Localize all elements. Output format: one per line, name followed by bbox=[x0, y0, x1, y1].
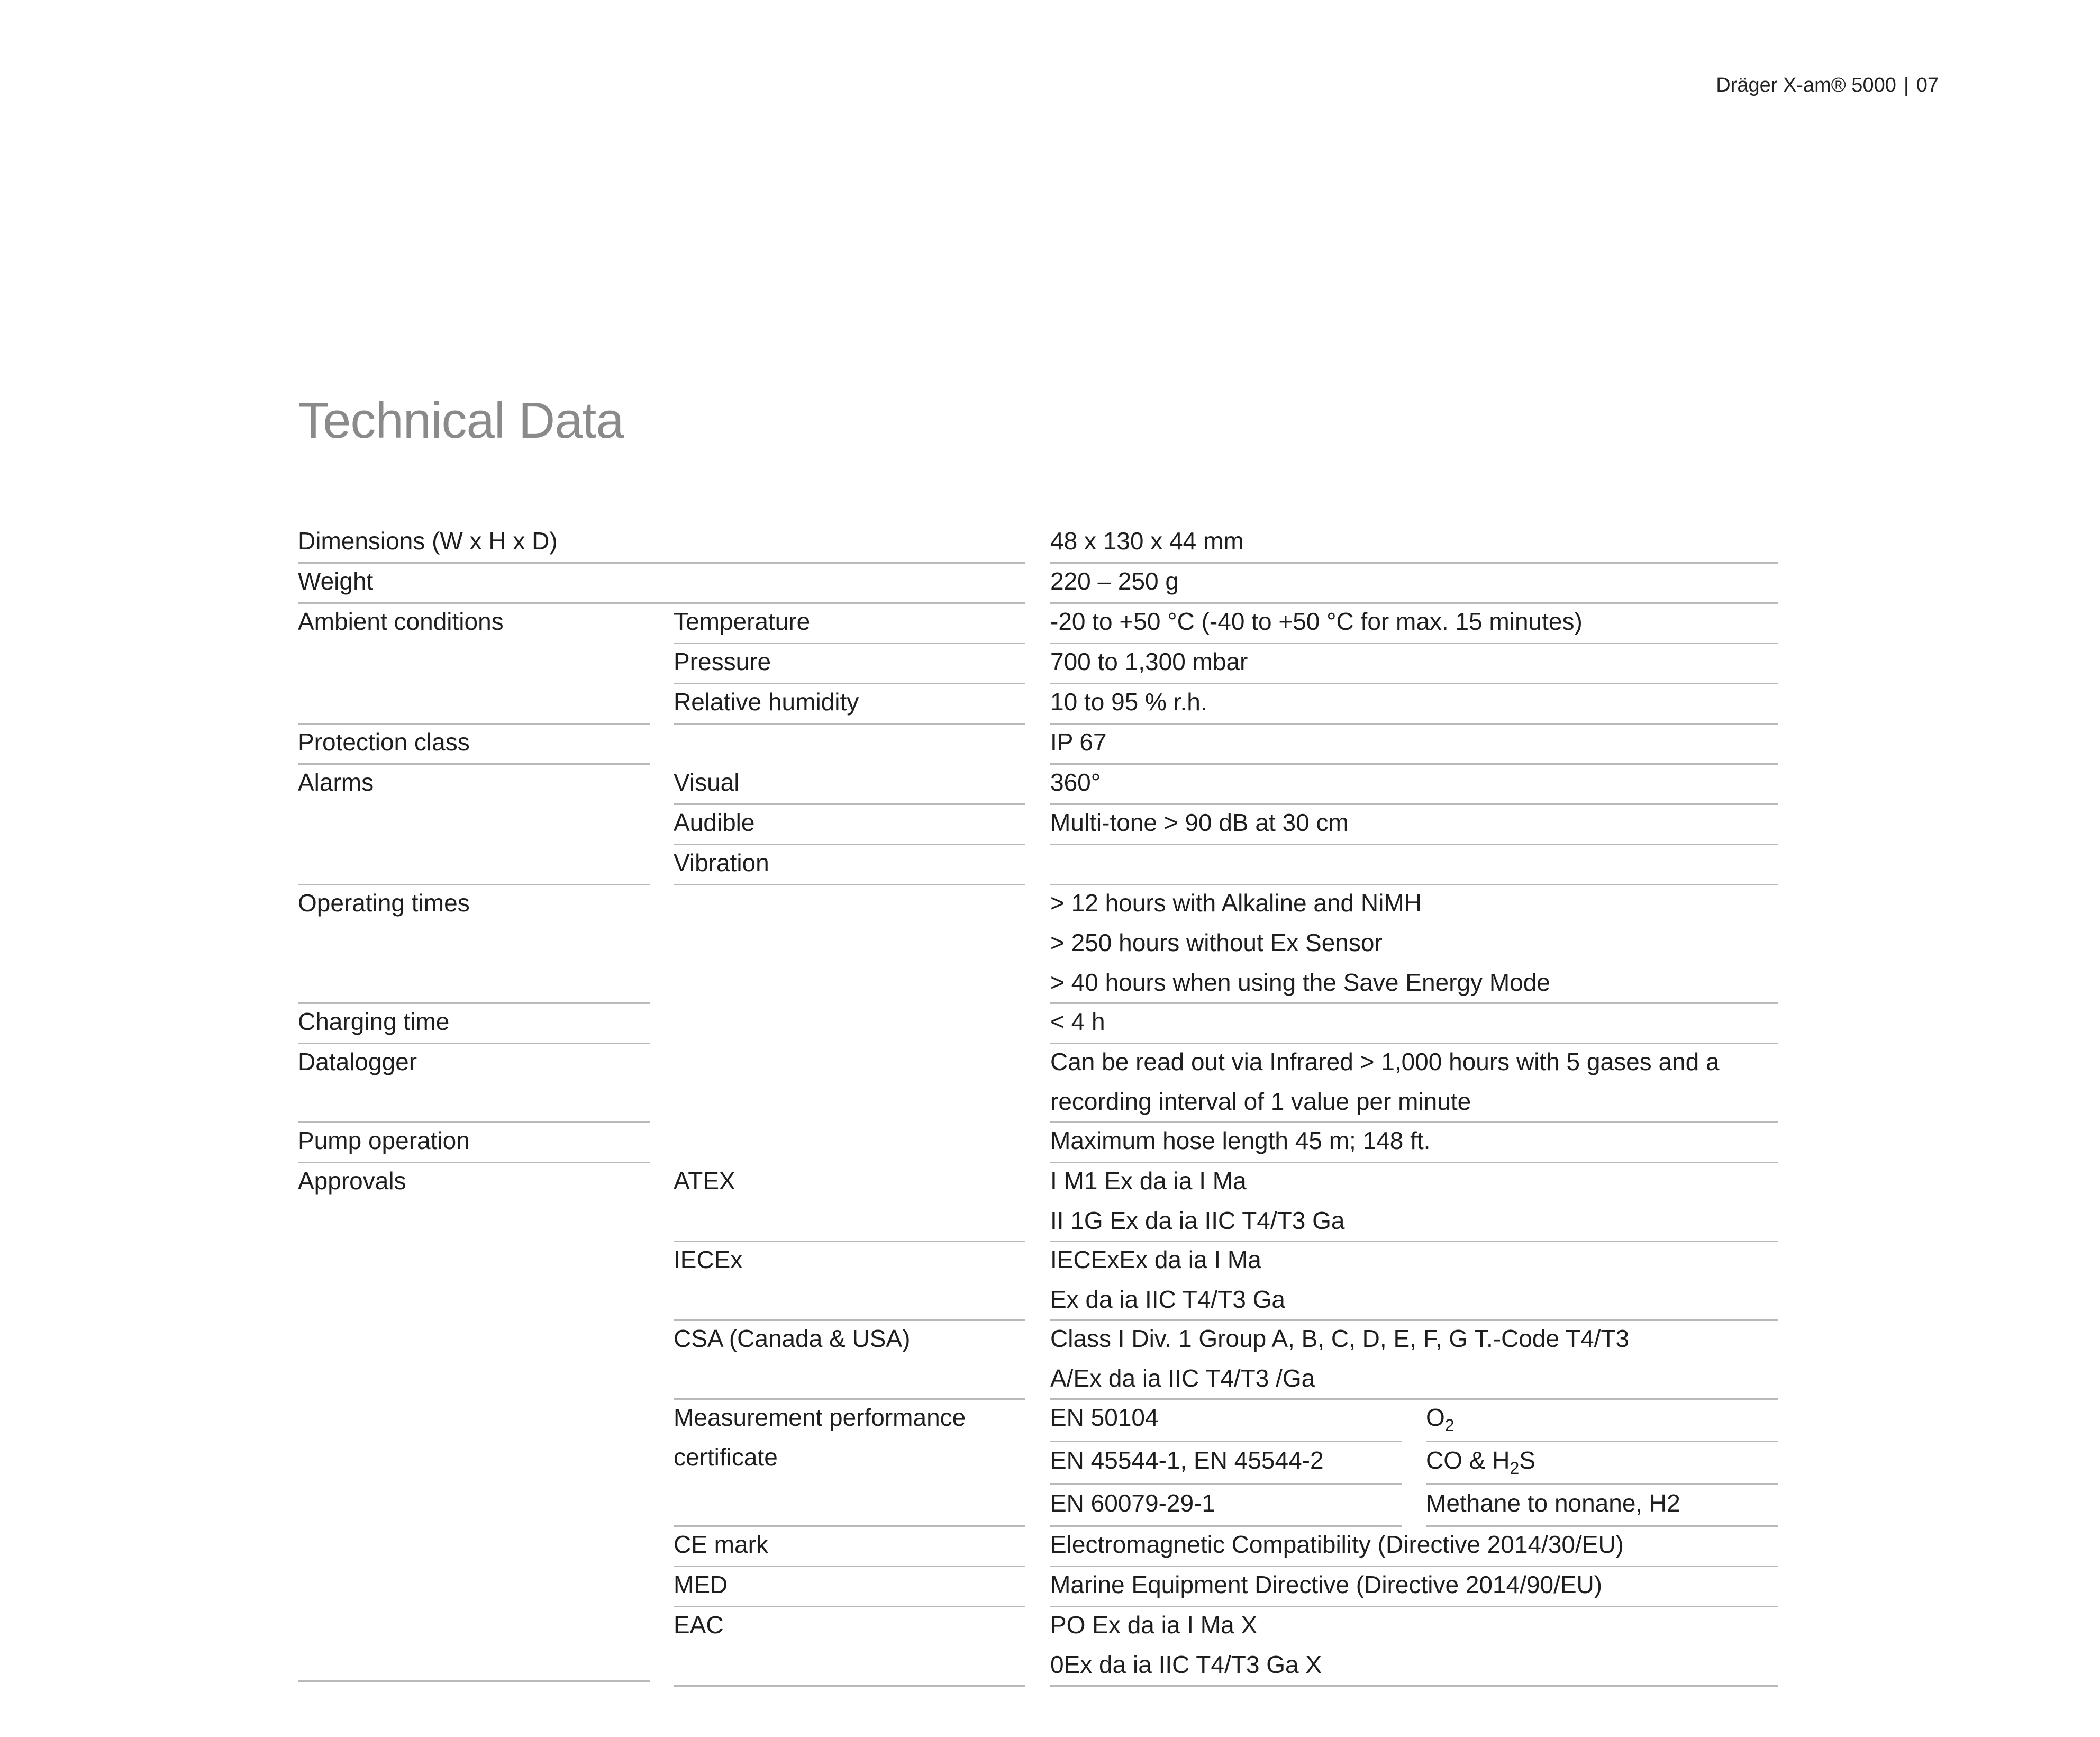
protection-class-value: IP 67 bbox=[1050, 722, 1778, 765]
gas-co-h2s bbox=[1426, 1441, 1778, 1485]
pump-operation-value: Maximum hose length 45 m; 148 ft. bbox=[1050, 1121, 1778, 1163]
atex-line: I M1 Ex da ia I Ma bbox=[1050, 1167, 1247, 1195]
ambient-conditions-label: Ambient conditions bbox=[298, 602, 650, 725]
atex-label: ATEX bbox=[674, 1161, 1025, 1242]
temperature-label: Temperature bbox=[674, 602, 1025, 644]
pressure-label: Pressure bbox=[674, 642, 1025, 684]
operating-time-line: > 250 hours without Ex Sensor bbox=[1050, 929, 1383, 956]
ce-mark-label: CE mark bbox=[674, 1525, 1025, 1567]
charging-time-label: Charging time bbox=[298, 1002, 650, 1044]
dimensions-label: Dimensions (W x H x D) bbox=[298, 521, 1025, 564]
visual-alarm-label: Visual bbox=[674, 763, 1025, 805]
vibration-alarm-value bbox=[1050, 843, 1778, 885]
operating-time-line: > 40 hours when using the Save Energy Mode bbox=[1050, 969, 1550, 996]
csa-line: A/Ex da ia IIC T4/T3 /Ga bbox=[1050, 1364, 1315, 1392]
datalogger-value bbox=[1050, 1042, 1778, 1123]
iecex-line: IECExEx da ia I Ma bbox=[1050, 1246, 1261, 1273]
pressure-value: 700 to 1,300 mbar bbox=[1050, 642, 1778, 684]
weight-value: 220 – 250 g bbox=[1050, 562, 1778, 604]
pump-operation-label: Pump operation bbox=[298, 1121, 650, 1163]
humidity-label: Relative humidity bbox=[674, 682, 1025, 725]
atex-line: II 1G Ex da ia IIC T4/T3 Ga bbox=[1050, 1207, 1345, 1234]
charging-time-value: < 4 h bbox=[1050, 1002, 1778, 1044]
standard-en45544: EN 45544-1, EN 45544-2 bbox=[1050, 1441, 1402, 1485]
temperature-value: -20 to +50 °C (-40 to +50 °C for max. 15 minutes) bbox=[1050, 602, 1778, 644]
operating-times-label: Operating times bbox=[298, 883, 650, 1004]
eac-label: EAC bbox=[674, 1605, 1025, 1687]
med-value: Marine Equipment Directive (Directive 2014/90/EU) bbox=[1050, 1565, 1778, 1607]
gas-text-tail: S bbox=[1519, 1446, 1535, 1474]
gas-methane-nonane bbox=[1426, 1483, 1778, 1527]
iecex-line: Ex da ia IIC T4/T3 Ga bbox=[1050, 1286, 1286, 1313]
datalogger-label: Datalogger bbox=[298, 1042, 650, 1123]
eac-line: 0Ex da ia IIC T4/T3 Ga X bbox=[1050, 1651, 1322, 1678]
datalogger-line: Can be read out via Infrared > 1,000 hours with 5 gases and a bbox=[1050, 1048, 1720, 1075]
humidity-value: 10 to 95 % r.h. bbox=[1050, 682, 1778, 725]
page-header bbox=[1716, 74, 1939, 97]
gas-text: Methane to nonane, H2 bbox=[1426, 1489, 1680, 1517]
protection-class-label: Protection class bbox=[298, 722, 650, 765]
atex-value bbox=[1050, 1161, 1778, 1242]
operating-times-value bbox=[1050, 883, 1778, 1004]
gas-o2 bbox=[1426, 1398, 1778, 1442]
header-separator: | bbox=[1903, 74, 1909, 96]
gas-text: O bbox=[1426, 1404, 1445, 1431]
gas-text: CO & H bbox=[1426, 1446, 1510, 1474]
iecex-value bbox=[1050, 1240, 1778, 1321]
med-label: MED bbox=[674, 1565, 1025, 1607]
measurement-performance-label bbox=[674, 1398, 1025, 1527]
vibration-alarm-label: Vibration bbox=[674, 843, 1025, 885]
csa-value bbox=[1050, 1319, 1778, 1400]
approvals-label: Approvals bbox=[298, 1161, 650, 1682]
alarms-label: Alarms bbox=[298, 763, 650, 885]
standard-en50104: EN 50104 bbox=[1050, 1398, 1402, 1442]
standard-en60079: EN 60079-29-1 bbox=[1050, 1483, 1402, 1527]
csa-label: CSA (Canada & USA) bbox=[674, 1319, 1025, 1400]
gas-subscript: 2 bbox=[1510, 1459, 1520, 1478]
measurement-performance-line: certificate bbox=[674, 1443, 778, 1471]
csa-line: Class I Div. 1 Group A, B, C, D, E, F, G T.-Code T4/T3 bbox=[1050, 1325, 1630, 1352]
gas-subscript: 2 bbox=[1444, 1416, 1454, 1435]
weight-label: Weight bbox=[298, 562, 1025, 604]
page-title: Technical Data bbox=[298, 392, 624, 449]
iecex-label: IECEx bbox=[674, 1240, 1025, 1321]
measurement-performance-line: Measurement performance bbox=[674, 1404, 966, 1431]
dimensions-value: 48 x 130 x 44 mm bbox=[1050, 521, 1778, 564]
audible-alarm-value: Multi-tone > 90 dB at 30 cm bbox=[1050, 803, 1778, 845]
datalogger-line: recording interval of 1 value per minute bbox=[1050, 1088, 1471, 1115]
visual-alarm-value: 360° bbox=[1050, 763, 1778, 805]
operating-time-line: > 12 hours with Alkaline and NiMH bbox=[1050, 889, 1422, 917]
eac-line: PO Ex da ia I Ma X bbox=[1050, 1611, 1258, 1639]
page-number: 07 bbox=[1916, 74, 1939, 96]
product-name: Dräger X-am® 5000 bbox=[1716, 74, 1896, 96]
ce-mark-value: Electromagnetic Compatibility (Directive 2014/30/EU) bbox=[1050, 1525, 1778, 1567]
audible-alarm-label: Audible bbox=[674, 803, 1025, 845]
eac-value bbox=[1050, 1605, 1778, 1687]
